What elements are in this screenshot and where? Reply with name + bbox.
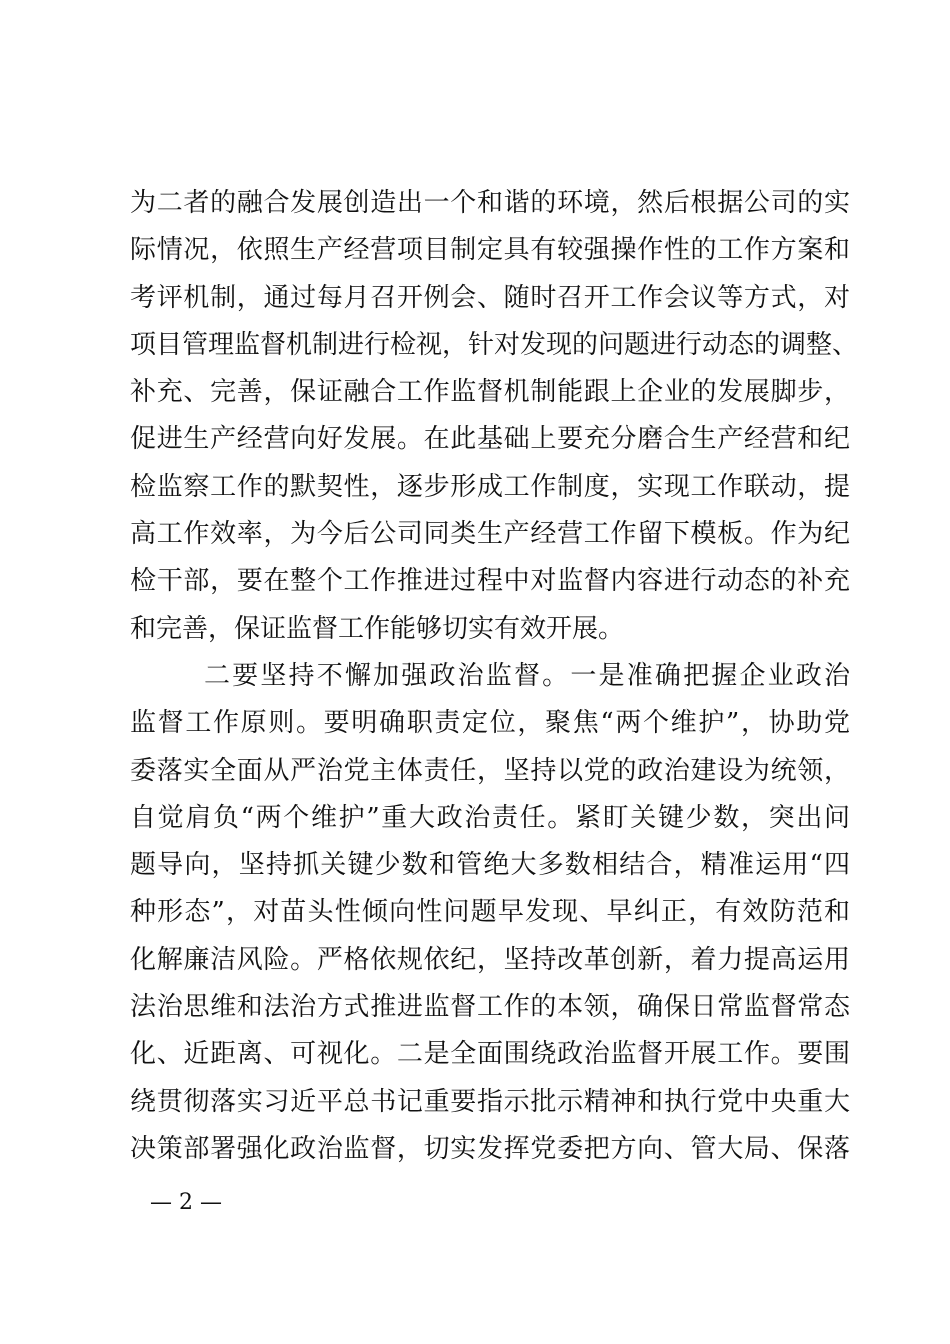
text-line: 高工作效率，为今后公司同类生产经营工作留下模板。作为纪 [130, 519, 850, 550]
text-line: 检干部，要在整个工作推进过程中对监督内容进行动态的补充 [130, 566, 850, 597]
text-line: 促进生产经营向好发展。在此基础上要充分磨合生产经营和纪 [130, 424, 850, 455]
text-line: 决策部署强化政治监督，切实发挥党委把方向、管大局、保落 [130, 1133, 850, 1164]
body-text [130, 180, 859, 1173]
text-line: 考评机制，通过每月召开例会、随时召开工作会议等方式，对 [130, 282, 850, 313]
text-line: 际情况，依照生产经营项目制定具有较强操作性的工作方案和 [130, 235, 850, 266]
text-line: 绕贯彻落实习近平总书记重要指示批示精神和执行党中央重大 [130, 1086, 850, 1117]
text-line: 题导向，坚持抓关键少数和管绝大多数相结合，精准运用“四 [130, 850, 850, 881]
text-line: 化、近距离、可视化。二是全面围绕政治监督开展工作。要围 [130, 1039, 850, 1070]
text-line: 监督工作原则。要明确职责定位，聚焦“两个维护”，协助党 [130, 708, 850, 739]
page-number: — 2 — [150, 1190, 222, 1215]
text-line: 二要坚持不懈加强政治监督。一是准确把握企业政治 [204, 660, 850, 691]
paragraph-2 [130, 653, 850, 1173]
text-line: 检监察工作的默契性，逐步形成工作制度，实现工作联动，提 [130, 471, 850, 502]
text-line: 和完善，保证监督工作能够切实有效开展。 [130, 613, 625, 644]
text-line: 委落实全面从严治党主体责任，坚持以党的政治建设为统领， [130, 755, 850, 786]
text-line: 为二者的融合发展创造出一个和谐的环境，然后根据公司的实 [130, 188, 850, 218]
text-line: 自觉肩负“两个维护”重大政治责任。紧盯关键少数，突出问 [130, 802, 850, 833]
paragraph-1 [130, 180, 859, 653]
text-line: 补充、完善，保证融合工作监督机制能跟上企业的发展脚步， [130, 377, 850, 408]
text-line: 种形态”，对苗头性倾向性问题早发现、早纠正，有效防范和 [130, 897, 850, 928]
text-line: 项目管理监督机制进行检视，针对发现的问题进行动态的调整、 [130, 329, 859, 360]
text-line: 法治思维和法治方式推进监督工作的本领，确保日常监督常态 [130, 992, 850, 1023]
text-line: 化解廉洁风险。严格依规依纪，坚持改革创新，着力提高运用 [130, 944, 850, 975]
